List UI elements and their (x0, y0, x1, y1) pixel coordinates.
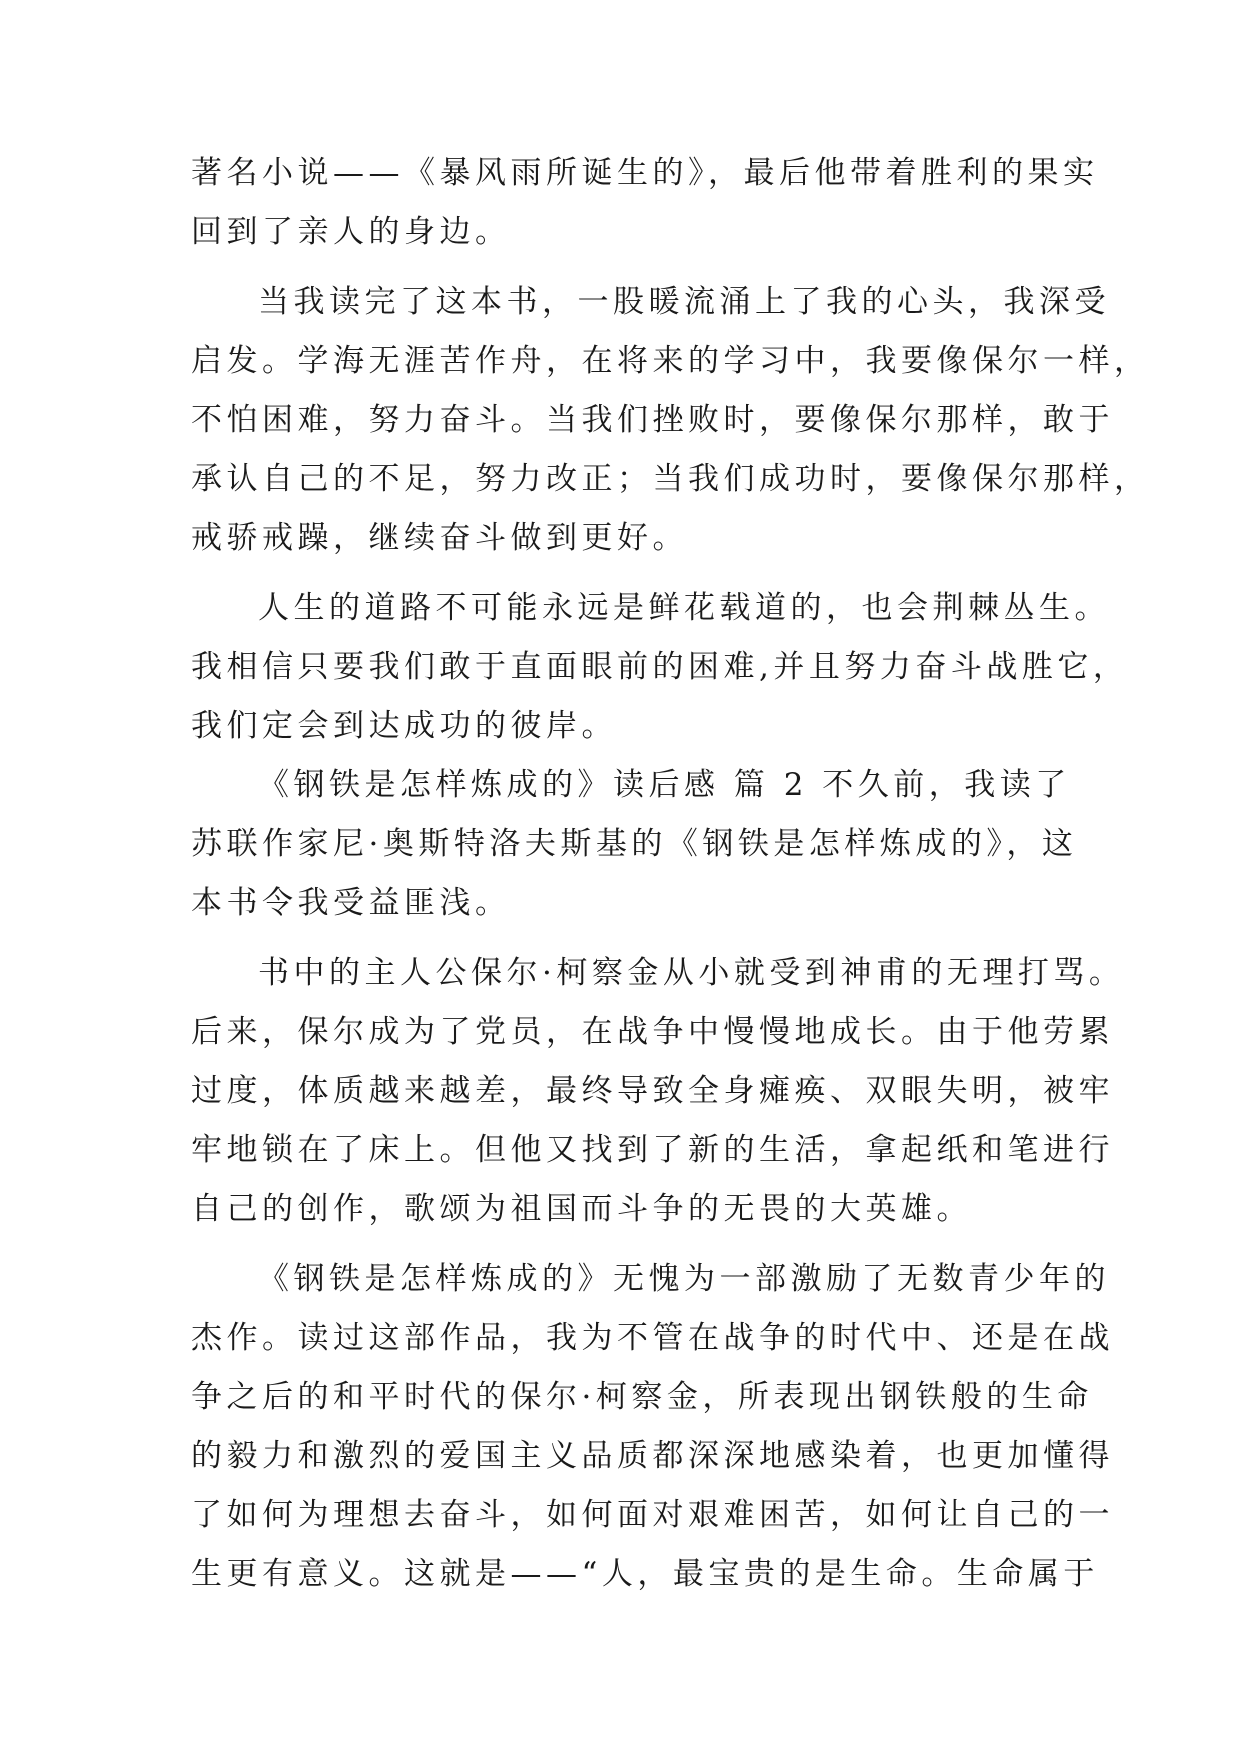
text-line: 启发。学海无涯苦作舟，在将来的学习中，我要像保尔一样， (191, 343, 1150, 379)
text-line: 杰作。读过这部作品，我为不管在战争的时代中、还是在战 (191, 1320, 1114, 1356)
paragraph-first-line: 当我读完了这本书，一股暖流涌上了我的心头，我深受 (258, 284, 1110, 320)
text-line: 自己的创作，歌颂为祖国而斗争的无畏的大英雄。 (191, 1191, 972, 1227)
text-line: 我相信只要我们敢于直面眼前的困难,并且努力奋斗战胜它， (191, 649, 1129, 685)
text-line: 戒骄戒躁，继续奋斗做到更好。 (191, 520, 688, 556)
text-line: 著名小说——《暴风雨所诞生的》，最后他带着胜利的果实 (191, 155, 1099, 191)
paragraph-first-line: 《钢铁是怎样炼成的》无愧为一部激励了无数青少年的 (258, 1261, 1110, 1297)
text-line: 苏联作家尼·奥斯特洛夫斯基的《钢铁是怎样炼成的》，这 (191, 826, 1078, 862)
text-line: 了如何为理想去奋斗，如何面对艰难困苦，如何让自己的一 (191, 1497, 1114, 1533)
text-line: 牢地锁在了床上。但他又找到了新的生活，拿起纸和笔进行 (191, 1132, 1114, 1168)
text-line: 回到了亲人的身边。 (191, 214, 511, 250)
text-line: 不怕困难，努力奋斗。当我们挫败时，要像保尔那样，敢于 (191, 402, 1114, 438)
text-line: 过度，体质越来越差，最终导致全身瘫痪、双眼失明，被牢 (191, 1073, 1114, 1109)
text-line: 我们定会到达成功的彼岸。 (191, 708, 617, 744)
section-heading-line: 《钢铁是怎样炼成的》读后感 篇 2 不久前，我读了 (258, 767, 1071, 803)
paragraph-first-line: 书中的主人公保尔·柯察金从小就受到神甫的无理打骂。 (258, 955, 1125, 991)
text-line: 后来，保尔成为了党员，在战争中慢慢地成长。由于他劳累 (191, 1014, 1114, 1050)
paragraph-first-line: 人生的道路不可能永远是鲜花载道的，也会荆棘丛生。 (258, 590, 1110, 626)
text-line: 争之后的和平时代的保尔·柯察金，所表现出钢铁般的生命 (191, 1379, 1093, 1415)
text-line: 生更有意义。这就是——“人，最宝贵的是生命。生命属于 (191, 1556, 1099, 1592)
text-line: 承认自己的不足，努力改正；当我们成功时，要像保尔那样， (191, 461, 1150, 497)
text-line: 的毅力和激烈的爱国主义品质都深深地感染着，也更加懂得 (191, 1438, 1114, 1474)
text-line: 本书令我受益匪浅。 (191, 885, 511, 921)
